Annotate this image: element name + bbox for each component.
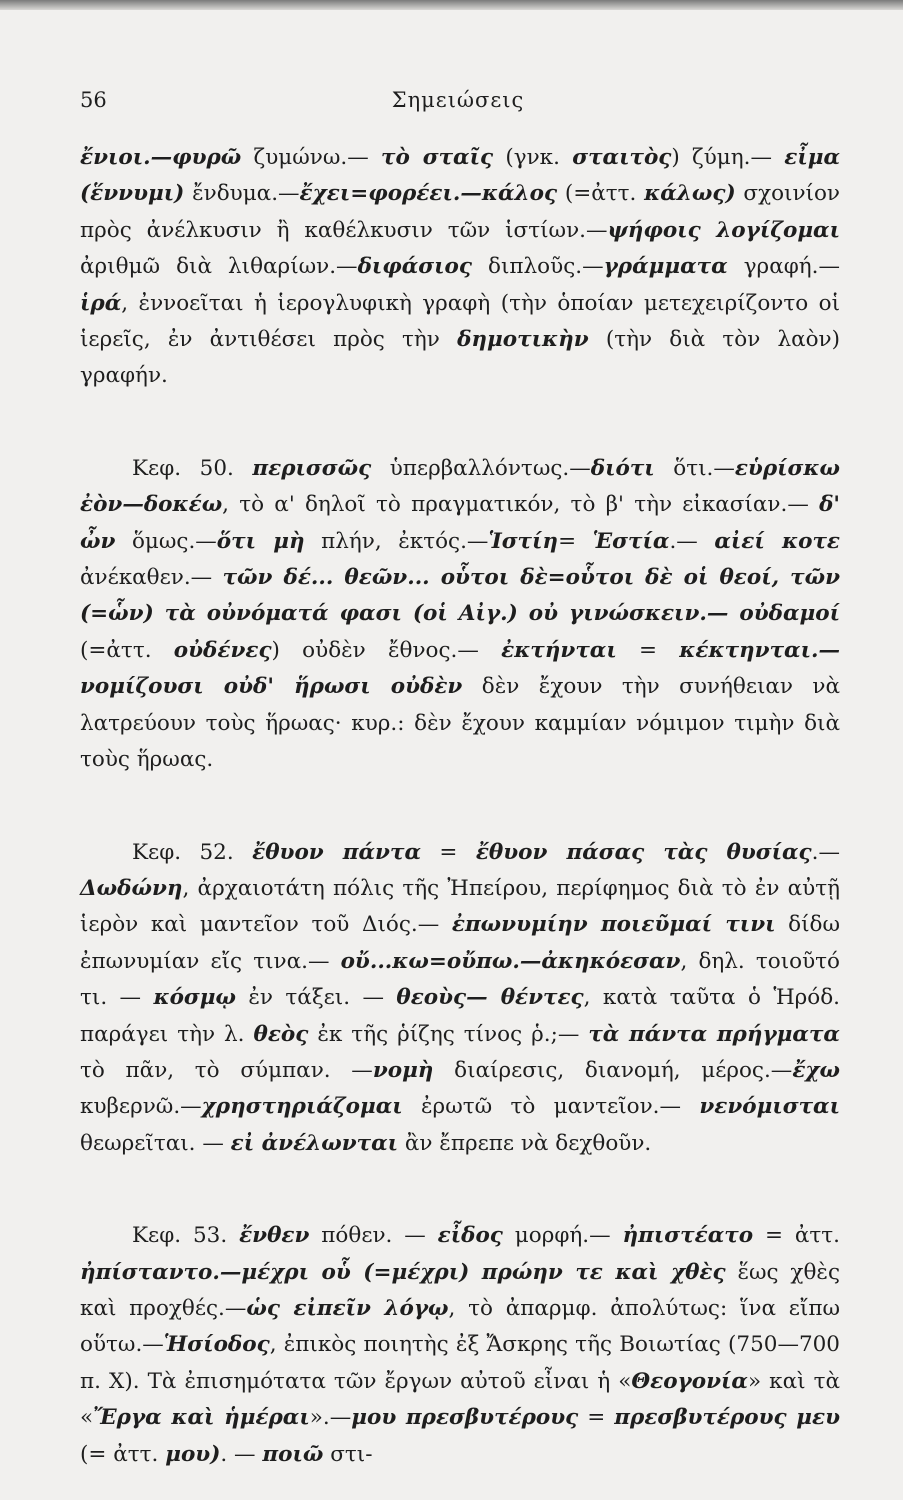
page-header bbox=[80, 88, 836, 124]
gloss-text: θεωρεῖται. — bbox=[80, 1130, 231, 1156]
gloss-text: (=ἀττ. bbox=[80, 637, 174, 663]
lemma-term: εἶμα (ἕννυμι) bbox=[80, 145, 841, 207]
gloss-text: (= ἀττ. bbox=[80, 1441, 166, 1467]
lemma-term: ἔνιοι.—φυρῶ bbox=[80, 145, 242, 170]
gloss-text: » καὶ τὰ « bbox=[80, 1368, 840, 1431]
gloss-text: Κεφ. 53. bbox=[132, 1223, 240, 1249]
running-title: Σημειώσεις bbox=[391, 88, 525, 112]
note-paragraph bbox=[80, 835, 840, 1163]
gloss-text: , δηλ. τοιοῦτό τι. — bbox=[80, 948, 840, 1011]
lemma-term: τὸ σταῖς bbox=[380, 145, 494, 170]
lemma-term: Ἔργα καὶ ἡμέραι bbox=[93, 1405, 310, 1431]
gloss-text: ἀνέκαθεν.— bbox=[80, 565, 223, 591]
gloss-text: σχοινίον πρὸς ἀνέλκυσιν ἢ καθέλκυσιν τῶν ἱστίων.— bbox=[80, 181, 840, 243]
lemma-term: Ἑστία bbox=[592, 528, 670, 554]
lemma-term: τῶν δέ... θεῶν... οὗτοι δὲ=οὗτοι δὲ οἱ θεοί, τῶν (=ὧν) τὰ οὐνόματά φασι (οἱ Αἰγ.) οὐ γινώσκειν.— οὐδαμοί bbox=[80, 565, 840, 627]
lemma-term: ἔχει=φορέει.—κάλος bbox=[299, 181, 558, 207]
lemma-term: ἠπιστέατο bbox=[622, 1223, 754, 1249]
lemma-term: δημοτικὴν bbox=[457, 327, 589, 353]
lemma-term: κάλως) bbox=[644, 181, 736, 207]
gloss-text: ζυμώνω.— bbox=[241, 145, 381, 170]
lemma-term: ψήφοις λογίζομαι bbox=[607, 217, 841, 243]
gloss-text: δὲν ἔχουν τὴν συνήθειαν νὰ λατρεύουν τοὺς ἥρωας· κυρ.: δὲν ἔχουν καμμίαν νόμιμον τιμὴν διὰ τοὺς ἥρωας. bbox=[80, 674, 841, 773]
lemma-term: Δωδώνη bbox=[80, 875, 183, 901]
gloss-text: μορφή.— bbox=[502, 1223, 623, 1249]
gloss-text: ἂν ἔπρεπε νὰ δεχθοῦν. bbox=[398, 1130, 652, 1156]
lemma-term: Ἡσίοδος bbox=[163, 1332, 270, 1358]
gloss-text: . — bbox=[220, 1441, 263, 1467]
note-paragraph bbox=[80, 451, 840, 779]
lemma-term: χρηστηριάζομαι bbox=[201, 1094, 403, 1120]
page-top-edge bbox=[0, 0, 903, 10]
lemma-term: δ' ὦν bbox=[80, 492, 840, 554]
gloss-text: , κατὰ ταῦτα ὁ Ἡρόδ. παράγει τὴν λ. bbox=[80, 985, 841, 1047]
lemma-term: εἶδος bbox=[437, 1223, 503, 1249]
gloss-text: = ἀττ. bbox=[753, 1223, 840, 1249]
lemma-term: γράμματα bbox=[603, 254, 728, 280]
lemma-term: ἐπωνυμίην ποιεῦμαί τινι bbox=[451, 912, 776, 938]
lemma-term: ἔχω bbox=[792, 1057, 840, 1083]
gloss-text: , ἐννοεῖται ἡ ἱερογλυφικὴ γραφὴ (τὴν ὁποίαν μετεχειρίζοντο οἱ ἱερεῖς, ἐν ἀντιθέσει πρὸς τὴν bbox=[80, 290, 840, 353]
gloss-text: ὅτι.— bbox=[654, 455, 735, 481]
paragraph-gap bbox=[80, 395, 840, 451]
gloss-text: (γνκ. bbox=[493, 145, 573, 170]
lemma-term: ἔθυον πάντα bbox=[252, 839, 421, 865]
lemma-term: ἐκτήνται bbox=[501, 637, 617, 663]
gloss-text: ὅμως.— bbox=[115, 528, 217, 554]
lemma-term: διφάσιος bbox=[357, 254, 472, 280]
gloss-text: ἀριθμῶ διὰ λιθαρίων.— bbox=[80, 254, 358, 280]
gloss-text: πλήν, ἐκτός.— bbox=[304, 528, 489, 554]
gloss-text: ».— bbox=[309, 1405, 352, 1431]
lemma-term: τὰ πάντα πρήγματα bbox=[588, 1021, 840, 1047]
gloss-text: γραφή.— bbox=[727, 254, 840, 280]
gloss-text: (=ἀττ. bbox=[557, 181, 645, 207]
lemma-term: εὑρίσκω ἐὸν—δοκέω bbox=[80, 455, 840, 518]
lemma-term: κέκτηνται.—νομίζουσι οὐδ' ἥρωσι οὐδὲν bbox=[80, 637, 840, 700]
gloss-text: , τὸ ἀπαρμφ. ἀπολύτως: ἵνα εἴπω οὕτω.— bbox=[80, 1295, 841, 1358]
gloss-text: πόθεν. — bbox=[309, 1223, 438, 1249]
gloss-text: ἕως χθὲς καὶ προχθές.— bbox=[80, 1259, 840, 1321]
gloss-text: = bbox=[421, 839, 476, 865]
lemma-term: ποιῶ bbox=[262, 1441, 324, 1467]
gloss-text: Κεφ. 52. bbox=[132, 839, 253, 865]
gloss-text: ἐκ τῆς ῥίζης τίνος ῥ.;— bbox=[308, 1021, 589, 1047]
lemma-term: νομὴ bbox=[372, 1057, 434, 1083]
page-body bbox=[80, 140, 840, 1473]
lemma-term: διότι bbox=[590, 455, 655, 481]
gloss-text: ἔνδυμα.— bbox=[184, 181, 300, 207]
gloss-text: διαίρεσις, διανομή, μέρος.— bbox=[433, 1057, 793, 1083]
lemma-term: μου πρεσβυτέρους bbox=[351, 1405, 579, 1431]
gloss-text: τὸ πᾶν, τὸ σύμπαν. — bbox=[80, 1057, 373, 1083]
gloss-text: , ἐπικὸς ποιητὴς ἐξ Ἄσκρης τῆς Βοιωτίας (750—700 π. Χ). Τὰ ἐπισημότατα τῶν ἔργων αὐτοῦ εἶναι ἡ « bbox=[80, 1332, 840, 1394]
lemma-term: ἱρά bbox=[80, 290, 122, 316]
lemma-term: αἰεί κοτε bbox=[714, 528, 840, 554]
gloss-text: ὑπερβαλλόντως.— bbox=[371, 455, 591, 481]
gloss-text: κυβερνῶ.— bbox=[80, 1094, 202, 1120]
gloss-text: , ἀρχαιοτάτη πόλις τῆς Ἠπείρου, περίφημος διὰ τὸ ἐν αὐτῇ ἱερὸν καὶ μαντεῖον τοῦ Διός.— bbox=[80, 875, 840, 938]
page-number: 56 bbox=[80, 88, 107, 112]
gloss-text: στι- bbox=[323, 1441, 373, 1467]
lemma-term: οὔ...κω=οὔπω.—ἀκηκόεσαν bbox=[340, 948, 681, 974]
lemma-term: θεοὺς— θέντες bbox=[396, 985, 584, 1011]
gloss-text: διπλοῦς.— bbox=[472, 254, 604, 280]
lemma-term: κόσμῳ bbox=[153, 985, 236, 1011]
gloss-text: = bbox=[558, 528, 593, 554]
lemma-term: νενόμισται bbox=[699, 1094, 840, 1120]
note-paragraph bbox=[80, 1218, 840, 1473]
gloss-text: (τὴν διὰ τὸν λαὸν) γραφήν. bbox=[80, 327, 840, 389]
lemma-term: μου) bbox=[165, 1441, 221, 1467]
lemma-term: ὅτι μὴ bbox=[216, 528, 305, 554]
lemma-term: εἰ ἀνέλωνται bbox=[230, 1130, 399, 1156]
gloss-text: = bbox=[616, 637, 680, 663]
gloss-text: ) οὐδὲν ἔθνος.— bbox=[271, 637, 502, 663]
lemma-term: Ἱστίη bbox=[488, 528, 559, 554]
lemma-term: ἔθυον πάσας τὰς θυσίας bbox=[475, 839, 812, 865]
paragraph-gap bbox=[80, 1162, 840, 1218]
gloss-text: .— bbox=[811, 839, 840, 865]
gloss-text: , τὸ α' δηλοῖ τὸ πραγματικόν, τὸ β' τὴν εἰκασίαν.— bbox=[222, 492, 820, 518]
lemma-term: Θεογονία bbox=[631, 1368, 748, 1394]
lemma-term: ὡς εἰπεῖν λόγῳ bbox=[246, 1295, 449, 1321]
lemma-term: σταιτὸς bbox=[572, 145, 672, 170]
lemma-term: οὐδένες bbox=[173, 637, 272, 663]
gloss-text: ἐρωτῶ τὸ μαντεῖον.— bbox=[402, 1094, 700, 1120]
lemma-term: πρεσβυτέρους μευ bbox=[614, 1405, 841, 1431]
gloss-text: .— bbox=[669, 528, 715, 554]
gloss-text: δίδω ἐπωνυμίαν εἴς τινα.— bbox=[80, 912, 841, 974]
lemma-term: ἠπίσταντο.—μέχρι οὗ (=μέχρι) πρώην τε καὶ χθὲς bbox=[80, 1259, 726, 1285]
gloss-text: ) ζύμη.— bbox=[671, 145, 785, 170]
note-paragraph bbox=[80, 140, 840, 395]
lemma-term: θεὸς bbox=[253, 1021, 309, 1047]
lemma-term: ἔνθεν bbox=[239, 1223, 310, 1249]
paragraph-gap bbox=[80, 779, 840, 835]
gloss-text: = bbox=[578, 1405, 615, 1431]
gloss-text: Κεφ. 50. bbox=[132, 455, 253, 481]
lemma-term: περισσῶς bbox=[252, 455, 372, 481]
gloss-text: ἐν τάξει. — bbox=[235, 985, 397, 1011]
